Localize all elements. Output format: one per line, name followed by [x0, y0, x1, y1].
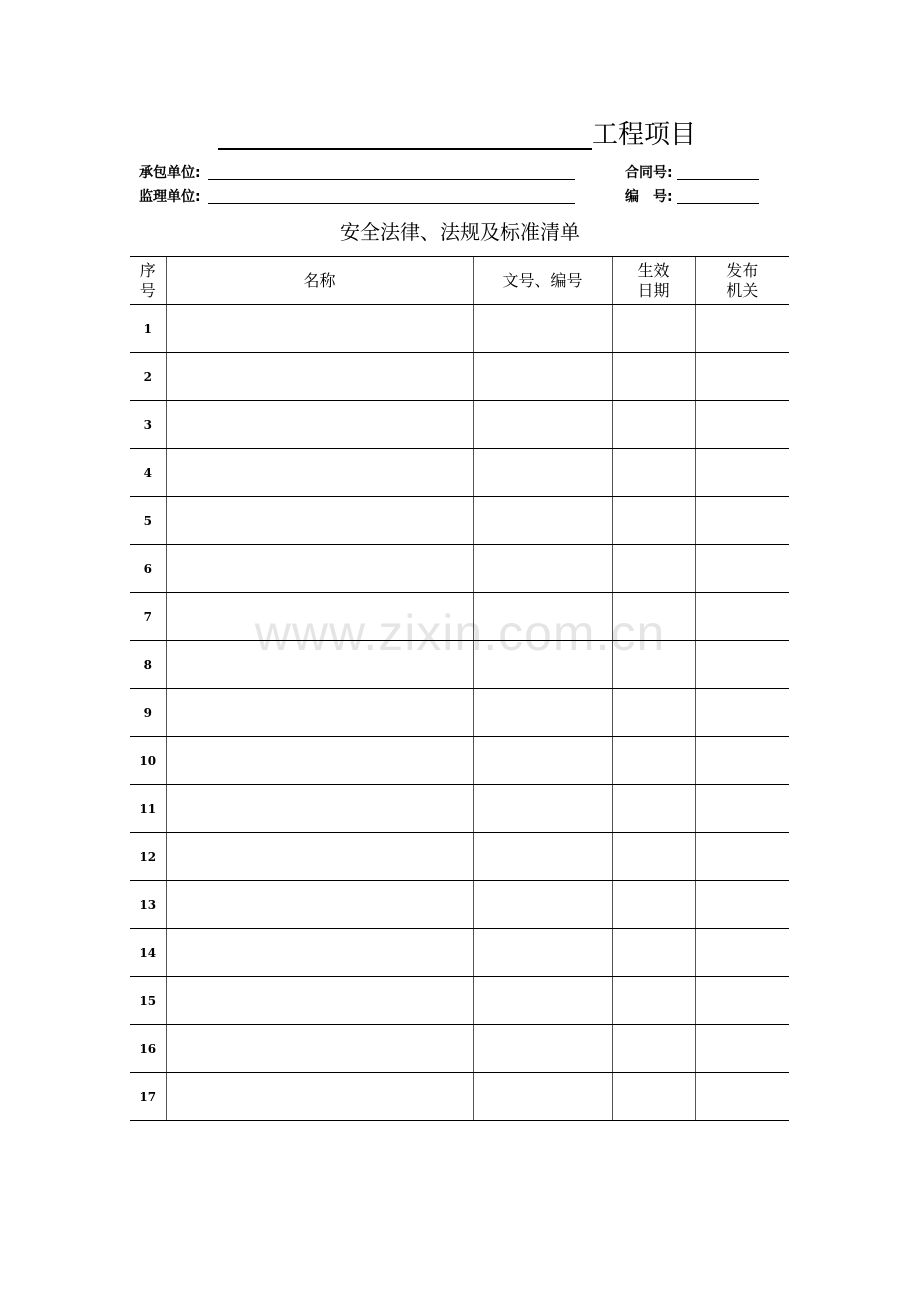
issuer-cell[interactable] [695, 305, 789, 353]
doc-no-cell[interactable] [473, 449, 612, 497]
table-row [130, 353, 789, 401]
row-number: 13 [130, 881, 166, 929]
row-number: 1 [130, 305, 166, 353]
supervisor-label: 监理单位: [139, 189, 201, 205]
project-name-blank-line[interactable] [218, 148, 592, 150]
name-cell[interactable] [166, 833, 473, 881]
table-row [130, 641, 789, 689]
row-number: 16 [130, 1025, 166, 1073]
row-number: 7 [130, 593, 166, 641]
name-cell[interactable] [166, 689, 473, 737]
header-name: 名称 [166, 257, 473, 305]
table-body [130, 305, 789, 1121]
row-number: 15 [130, 977, 166, 1025]
effective-date-cell[interactable] [612, 641, 695, 689]
doc-no-cell[interactable] [473, 833, 612, 881]
header-doc-no: 文号、编号 [473, 257, 612, 305]
doc-no-cell[interactable] [473, 497, 612, 545]
header-seq-line2: 号 [139, 280, 156, 300]
doc-no-cell[interactable] [473, 785, 612, 833]
issuer-cell[interactable] [695, 881, 789, 929]
header-issuer-line1: 发布 [726, 260, 759, 280]
effective-date-cell[interactable] [612, 353, 695, 401]
name-cell[interactable] [166, 545, 473, 593]
document-title: 安全法律、法规及标准清单 [340, 220, 580, 244]
issuer-cell[interactable] [695, 353, 789, 401]
name-cell[interactable] [166, 353, 473, 401]
table-row [130, 977, 789, 1025]
issuer-cell[interactable] [695, 1025, 789, 1073]
effective-date-cell[interactable] [612, 881, 695, 929]
effective-date-cell[interactable] [612, 305, 695, 353]
name-cell[interactable] [166, 593, 473, 641]
row-number: 3 [130, 401, 166, 449]
header-issuer-line2: 机关 [726, 280, 759, 300]
header-issuer [695, 257, 789, 305]
row-number: 11 [130, 785, 166, 833]
table-row [130, 1025, 789, 1073]
effective-date-cell[interactable] [612, 737, 695, 785]
table-row [130, 545, 789, 593]
table-row [130, 449, 789, 497]
row-number: 6 [130, 545, 166, 593]
doc-no-cell[interactable] [473, 545, 612, 593]
table-row [130, 929, 789, 977]
table-row [130, 785, 789, 833]
effective-date-cell[interactable] [612, 977, 695, 1025]
name-cell[interactable] [166, 1025, 473, 1073]
issuer-cell[interactable] [695, 593, 789, 641]
issuer-cell[interactable] [695, 833, 789, 881]
row-number: 9 [130, 689, 166, 737]
name-cell[interactable] [166, 497, 473, 545]
issuer-cell[interactable] [695, 641, 789, 689]
effective-date-cell[interactable] [612, 593, 695, 641]
table-row [130, 689, 789, 737]
name-cell[interactable] [166, 977, 473, 1025]
table-row [130, 593, 789, 641]
issuer-cell[interactable] [695, 977, 789, 1025]
doc-no-cell[interactable] [473, 881, 612, 929]
table-row [130, 833, 789, 881]
serial-no-blank-line[interactable] [677, 203, 759, 204]
project-title-suffix: 工程项目 [592, 120, 697, 150]
contractor-label: 承包单位: [139, 165, 201, 181]
row-number: 5 [130, 497, 166, 545]
watermark-text: www.zixin.com.cn [254, 605, 666, 661]
header-effective-date-line1: 生效 [637, 260, 670, 280]
effective-date-cell[interactable] [612, 1025, 695, 1073]
doc-no-cell[interactable] [473, 737, 612, 785]
supervisor-blank-line[interactable] [208, 203, 575, 204]
table-row [130, 305, 789, 353]
effective-date-cell[interactable] [612, 449, 695, 497]
doc-no-cell[interactable] [473, 1073, 612, 1121]
row-number: 14 [130, 929, 166, 977]
issuer-cell[interactable] [695, 737, 789, 785]
header-seq-line1: 序 [139, 260, 156, 280]
table-row [130, 1073, 789, 1121]
doc-no-cell[interactable] [473, 305, 612, 353]
doc-no-cell[interactable] [473, 929, 612, 977]
doc-no-cell[interactable] [473, 593, 612, 641]
effective-date-cell[interactable] [612, 1073, 695, 1121]
row-number: 17 [130, 1073, 166, 1121]
row-number: 8 [130, 641, 166, 689]
name-cell[interactable] [166, 401, 473, 449]
row-number: 12 [130, 833, 166, 881]
contract-no-label: 合同号: [625, 165, 673, 181]
serial-no-label: 编 号: [625, 189, 673, 205]
doc-no-cell[interactable] [473, 689, 612, 737]
table-row [130, 881, 789, 929]
effective-date-cell[interactable] [612, 929, 695, 977]
effective-date-cell[interactable] [612, 833, 695, 881]
issuer-cell[interactable] [695, 545, 789, 593]
name-cell[interactable] [166, 881, 473, 929]
effective-date-cell[interactable] [612, 689, 695, 737]
issuer-cell[interactable] [695, 449, 789, 497]
table-header-row [130, 257, 789, 305]
row-number: 4 [130, 449, 166, 497]
contract-no-blank-line[interactable] [677, 179, 759, 180]
row-number: 2 [130, 353, 166, 401]
doc-no-cell[interactable] [473, 353, 612, 401]
name-cell[interactable] [166, 785, 473, 833]
effective-date-cell[interactable] [612, 401, 695, 449]
issuer-cell[interactable] [695, 497, 789, 545]
header-seq [130, 257, 166, 305]
contractor-blank-line[interactable] [208, 179, 575, 180]
issuer-cell[interactable] [695, 929, 789, 977]
table-row [130, 401, 789, 449]
issuer-cell[interactable] [695, 785, 789, 833]
regulations-table [130, 256, 789, 1121]
header-effective-date [612, 257, 695, 305]
doc-no-cell[interactable] [473, 641, 612, 689]
issuer-cell[interactable] [695, 689, 789, 737]
doc-no-cell[interactable] [473, 1025, 612, 1073]
name-cell[interactable] [166, 449, 473, 497]
name-cell[interactable] [166, 641, 473, 689]
doc-no-cell[interactable] [473, 977, 612, 1025]
name-cell[interactable] [166, 929, 473, 977]
doc-no-cell[interactable] [473, 401, 612, 449]
effective-date-cell[interactable] [612, 785, 695, 833]
table-row [130, 497, 789, 545]
name-cell[interactable] [166, 305, 473, 353]
table-row [130, 737, 789, 785]
header-effective-date-line2: 日期 [637, 280, 670, 300]
effective-date-cell[interactable] [612, 545, 695, 593]
issuer-cell[interactable] [695, 1073, 789, 1121]
row-number: 10 [130, 737, 166, 785]
effective-date-cell[interactable] [612, 497, 695, 545]
name-cell[interactable] [166, 737, 473, 785]
name-cell[interactable] [166, 1073, 473, 1121]
issuer-cell[interactable] [695, 401, 789, 449]
